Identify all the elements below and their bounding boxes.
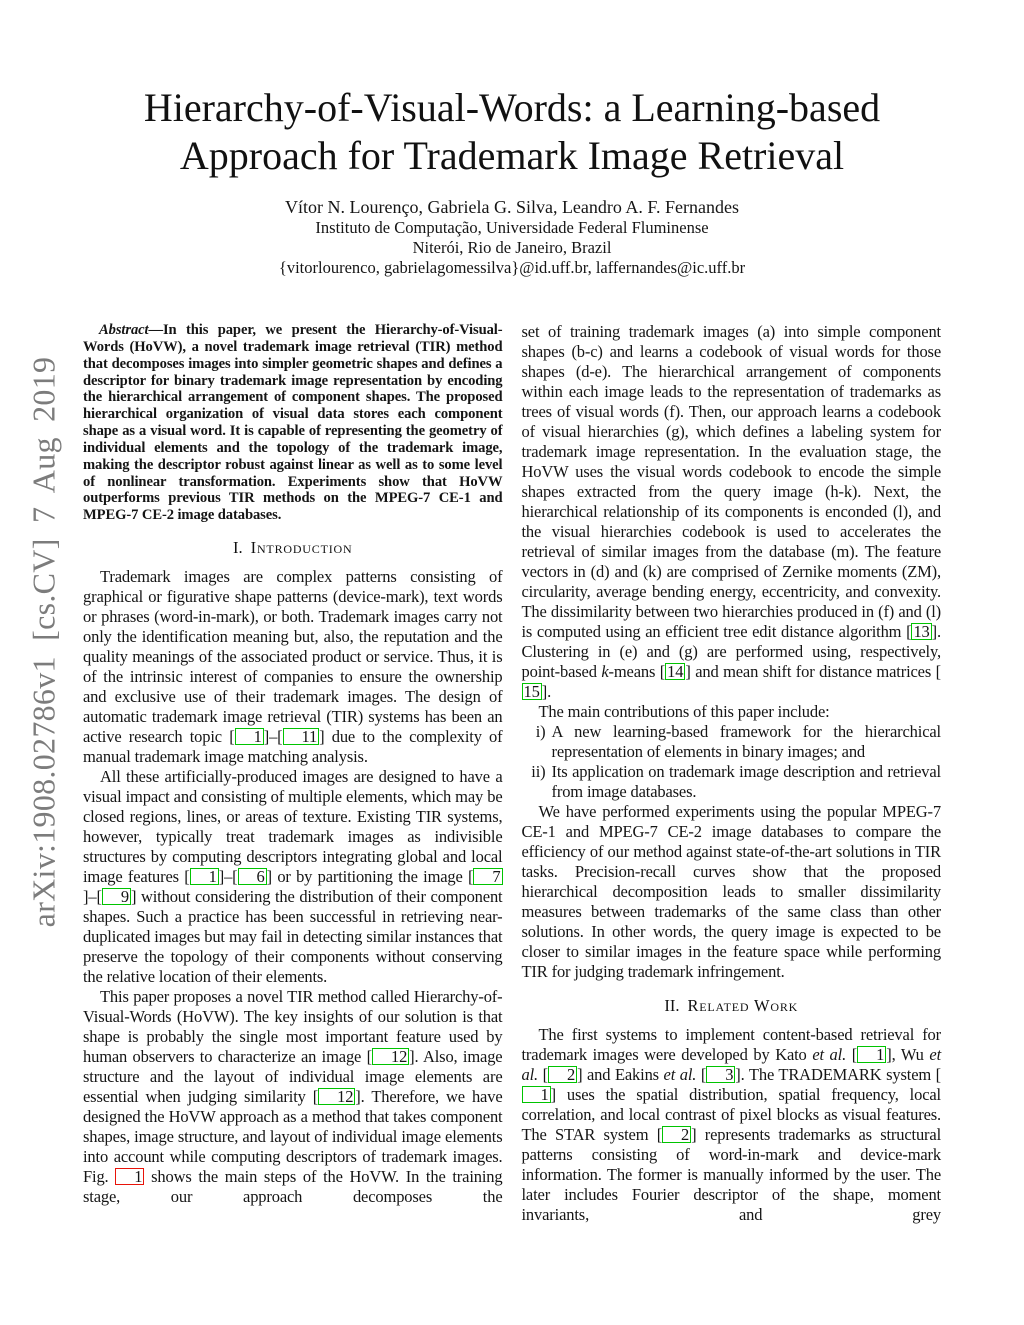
list-item-text: Its application on trademark image description and retrieval from image databases. xyxy=(551,762,941,801)
abstract-paragraph: Abstract—In this paper, we present the Hierarchy-of-Visual-Words (HoVW), a novel trademark image retrieval (TIR) method that decomposes images into simpler geometric shapes and defines a descriptor for binary trademark image representation by encoding the hierarchical arrangement of component shapes. The proposed hierarchical organization of visual data stores each component shape as a visual word. It is capable of representing the geometry of individual elements and the topology of the trademark image, making the descriptor robust against linear as well as to some level of nonlinear transformation. Experiments show that HoVW outperforms previous TIR methods on the MPEG-7 CE-1 and MPEG-7 CE-2 image databases. xyxy=(83,322,503,524)
abstract-label: Abstract xyxy=(99,322,149,338)
paper-title-line1: Hierarchy-of-Visual-Words: a Learning-based xyxy=(143,85,881,130)
citation-link[interactable]: 15 xyxy=(523,682,540,701)
paper-title-line2: Approach for Trademark Image Retrieval xyxy=(179,133,845,178)
experiments-paragraph: We have performed experiments using the popular MPEG-7 CE-1 and MPEG-7 CE-2 image databases to compare the efficiency of our method against state-of-the-art solutions in TIR tasks. Precision-recall curves show that the proposed hierarchical decomposition leads to smaller dissimilarity measures between trademarks of the same class than other solutions. In other words, the query image is expected to be closer to similar images in the feature space while performing TIR for judging trademark infringement. xyxy=(521,802,941,981)
related-work-paragraph-1: The first systems to implement content-based retrieval for trademark images were developed by Kato et al. [ 1 ], Wu et al. [ 2 ] and Eakins et al. [ 3 ]. The TRADEMARK system [1 ] uses the spatial distribution, spatial frequency, local correlation, and local contrast of pixel blocks as visual features. The STAR system [ 2 ] represents trademarks as structural patterns consisting of word-in-mark and device-mark information. The former is manually informed by the user. The later includes Fourier descriptor of the shape, moment invariants, and grey xyxy=(521,1025,941,1224)
section-title: Related Work xyxy=(687,996,799,1015)
citation-link[interactable]: 2 xyxy=(662,1126,691,1143)
author-names: Vítor N. Lourenço, Gabriela G. Silva, Leandro A. F. Fernandes xyxy=(285,197,739,217)
intro-paragraph-3-continuation: set of training trademark images (a) into simple component shapes (b-c) and learns a codebook of visual words for those shapes (d-e). The hierarchical arrangement of components within each image leads to the representation of trademarks as trees of visual words (f). Then, our approach learns a codebook of visual hierarchies (g), which defines a labeling system for trademark image representation. In the evaluation stage, the HoVW uses the visual words codebook to encode the simple shapes extracted from the query image (h-k). Next, the hierarchical relationship of its components is enconded (l), and the visual hierarchies codebook is used to accelerates the retrieval of similar images from the database (m). The feature vectors in (d) and (k) are comprised of Zernike moments (ZM), circularity, average bending energy, eccentricity, and convexity. The dissimilarity between two hierarchies produced in (f) and (l) is computed using an efficient tree edit distance algorithm [ 13 ]. Clustering in (e) and (g) are performed using, respectively, point-based k-means [ 14 ] and mean shift for distance matrices [15 ]. xyxy=(521,322,941,701)
section-number: II. xyxy=(664,996,680,1015)
figure-link[interactable]: 1 xyxy=(115,1168,144,1185)
citation-link[interactable]: 9 xyxy=(102,888,131,905)
citation-link[interactable]: 1 xyxy=(857,1046,886,1063)
affiliation: Instituto de Computação, Universidade Federal Fluminense xyxy=(315,218,709,237)
section-title: Introduction xyxy=(250,538,353,558)
list-item-text: A new learning-based framework for the hierarchical representation of elements in binary images; and xyxy=(551,722,941,761)
citation-link[interactable]: 13 xyxy=(913,622,930,641)
intro-paragraph-1: Trademark images are complex patterns consisting of graphical or figurative shape patterns (device-mark), text words or phrases (word-in-mark), or both. Trademark images carry not only the identification meaning but, also, the reputation and the quality meanings of the associated product or service. Thus, it is of the intrinsic interest of companies to ensure the ownership and exclusive use of their trademark images. The design of automatic trademark image retrieval (TIR) systems has been an active research topic [ 1 ]–[ 11 ] due to the complexity of manual trademark image matching analysis. xyxy=(83,567,503,767)
right-column xyxy=(522,322,942,1225)
citation-link[interactable]: 11 xyxy=(283,728,320,745)
citation-link[interactable]: 2 xyxy=(548,1066,577,1083)
citation-link[interactable]: 3 xyxy=(706,1066,735,1083)
affiliation-location: Niterói, Rio de Janeiro, Brazil xyxy=(412,238,612,257)
list-marker: i) xyxy=(535,722,546,741)
citation-link[interactable]: 1 xyxy=(235,728,264,745)
contribution-item-1 xyxy=(522,722,942,762)
left-column xyxy=(83,322,503,1225)
intro-paragraph-3: This paper proposes a novel TIR method called Hierarchy-of-Visual-Words (HoVW). The key insights of our solution is that shape is probably the single most important feature used by human observers to characterize an image [ 12 ]. Also, image structure and the layout of individual image elements are essential when judging similarity [ 12 ]. Therefore, we have designed the HoVW approach as a method that takes component shapes, image structure, and layout of individual image elements into account while computing descriptors of trademark images. Fig. 1 shows the main steps of the HoVW. In the training stage, our approach decomposes the xyxy=(83,987,503,1207)
paper-title xyxy=(0,84,1024,180)
italic-text: k xyxy=(601,662,609,681)
intro-paragraph-2: All these artificially-produced images are designed to have a visual impact and consisting of multiple elements, which may be closed regions, lines, or areas of texture. Existing TIR systems, however, typically treat trademark images as indivisible structures by computing descriptors integrating global and local image features [ 1 ]–[ 6 ] or by partitioning the image [ 7]–[ 9 ] without considering the distribution of their component shapes. Such a practice has been successful in retrieving near-duplicated images but may fail in detecting similar instances that preserve the topology of their components without conserving the relative location of their elements. xyxy=(83,767,503,987)
author-emails: {vitorlourenco, gabrielagomessilva}@id.uff.br, laffernandes@ic.uff.br xyxy=(278,258,746,277)
citation-link[interactable]: 6 xyxy=(238,868,267,885)
citation-link[interactable]: 1 xyxy=(190,868,219,885)
italic-text: et al. xyxy=(521,1045,941,1084)
section-heading-introduction xyxy=(83,538,503,558)
italic-text: et al. xyxy=(812,1045,847,1064)
citation-link[interactable]: 12 xyxy=(318,1088,355,1105)
italic-text: et al. xyxy=(663,1065,697,1084)
arxiv-watermark: arXiv:1908.02786v1 [cs.CV] 7 Aug 2019 xyxy=(25,356,62,928)
contributions-intro: The main contributions of this paper include: xyxy=(538,702,830,721)
citation-link[interactable]: 7 xyxy=(473,868,502,885)
section-heading-related-work xyxy=(522,996,942,1016)
list-marker: ii) xyxy=(531,762,546,781)
citation-link[interactable]: 14 xyxy=(667,662,684,681)
contribution-item-2 xyxy=(522,762,942,802)
paper-header xyxy=(0,84,1024,278)
citation-link[interactable]: 12 xyxy=(372,1048,409,1065)
two-column-body xyxy=(83,322,941,1225)
section-number: I. xyxy=(233,538,243,558)
citation-link[interactable]: 1 xyxy=(522,1086,551,1103)
